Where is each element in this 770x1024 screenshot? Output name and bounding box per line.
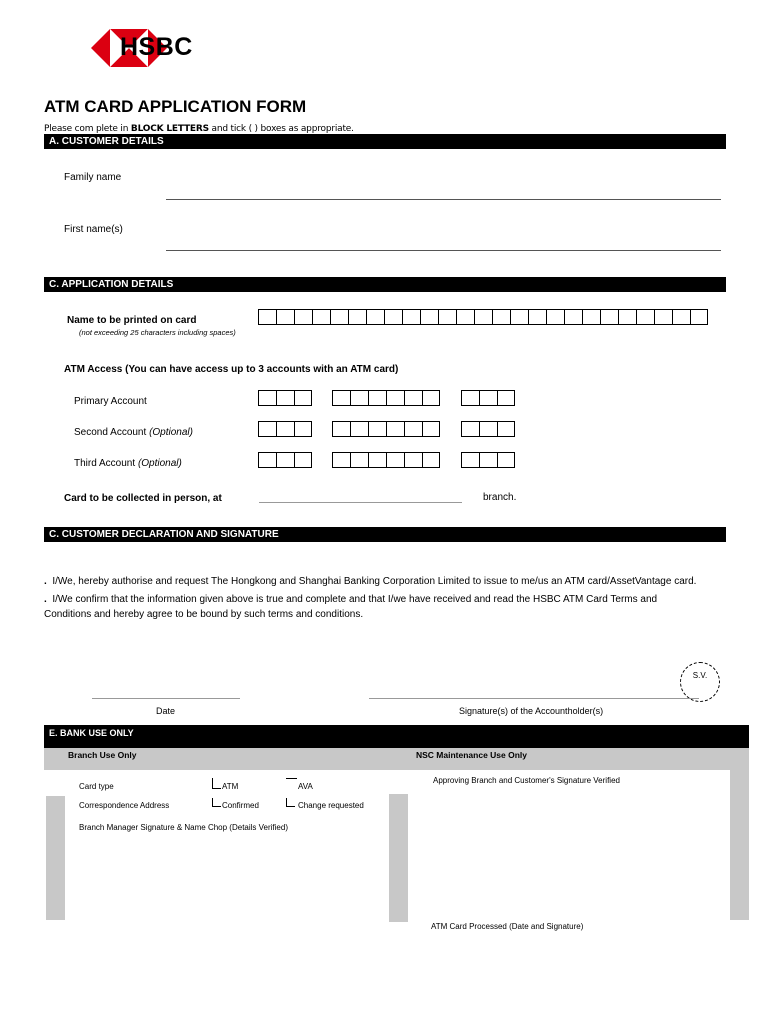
ava-checkbox[interactable] (286, 778, 297, 779)
signature-label: Signature(s) of the Accountholder(s) (459, 706, 604, 716)
section-e-header: E. BANK USE ONLY (44, 725, 749, 748)
bank-use-subheader (44, 748, 749, 770)
primary-account-boxes[interactable] (332, 390, 440, 406)
first-name-label: First name(s) (64, 224, 123, 235)
left-margin-bar (46, 796, 65, 920)
primary-branch-boxes[interactable] (258, 390, 312, 406)
atm-option-label: ATM (222, 782, 239, 791)
signature-field[interactable] (369, 698, 699, 699)
atm-checkbox[interactable] (212, 778, 221, 789)
confirmed-option-label: Confirmed (222, 801, 259, 810)
correspondence-label: Correspondence Address (79, 801, 170, 810)
name-on-card-label: Name to be printed on card (67, 315, 197, 326)
card-type-label: Card type (79, 782, 114, 791)
ava-option-label: AVA (298, 782, 313, 791)
approving-branch-label: Approving Branch and Customer's Signature Verified (433, 776, 620, 785)
second-branch-boxes[interactable] (258, 421, 312, 437)
card-processed-label: ATM Card Processed (Date and Signature) (431, 922, 584, 931)
section-c-header: C. APPLICATION DETAILS (44, 277, 726, 292)
collect-branch-field[interactable] (259, 502, 462, 503)
branch-use-label: Branch Use Only (68, 750, 137, 760)
declaration-line-1: . I/We, hereby authorise and request The Hongkong and Shanghai Banking Corporation Limited to issue to me/us an ATM card/AssetVantage card. (44, 576, 697, 587)
second-suffix-boxes[interactable] (461, 421, 515, 437)
change-requested-checkbox[interactable] (286, 798, 295, 807)
family-name-field[interactable] (166, 199, 721, 200)
name-on-card-boxes[interactable] (258, 309, 708, 325)
second-account-label: Second Account (Optional) (74, 427, 193, 438)
declaration-header: C. CUSTOMER DECLARATION AND SIGNATURE (44, 527, 726, 542)
primary-account-label: Primary Account (74, 396, 147, 407)
third-account-boxes[interactable] (332, 452, 440, 468)
primary-suffix-boxes[interactable] (461, 390, 515, 406)
third-branch-boxes[interactable] (258, 452, 312, 468)
form-instruction: Please com plete in BLOCK LETTERS and tick ( ) boxes as appropriate. (44, 124, 354, 134)
third-suffix-boxes[interactable] (461, 452, 515, 468)
declaration-line-2: . I/We confirm that the information given above is true and complete and that I/we have received and read the HSBC ATM Card Terms and Conditions and hereby agree to be bound by such terms and conditions. (44, 594, 658, 620)
atm-access-label: ATM Access (You can have access up to 3 accounts with an ATM card) (64, 364, 399, 375)
manager-signature-label: Branch Manager Signature & Name Chop (Details Verified) (79, 823, 288, 832)
collect-branch-label: Card to be collected in person, at (64, 493, 222, 504)
family-name-label: Family name (64, 172, 122, 183)
branch-suffix: branch. (483, 492, 517, 503)
nsc-use-label: NSC Maintenance Use Only (416, 750, 528, 760)
name-on-card-note: (not exceeding 25 characters including spaces) (79, 328, 236, 337)
sv-stamp: S.V. (680, 662, 720, 702)
first-name-field[interactable] (166, 250, 721, 251)
date-label: Date (156, 706, 176, 716)
middle-margin-bar (389, 794, 408, 922)
brand-name: HSBC (120, 33, 193, 61)
second-account-boxes[interactable] (332, 421, 440, 437)
confirmed-checkbox[interactable] (212, 798, 221, 807)
date-field[interactable] (92, 698, 240, 699)
change-option-label: Change requested (298, 801, 364, 810)
third-account-label: Third Account (Optional) (74, 458, 182, 469)
form-title: ATM CARD APPLICATION FORM (44, 97, 307, 116)
section-a-header: A. CUSTOMER DETAILS (44, 134, 726, 149)
right-margin-bar (730, 770, 749, 920)
